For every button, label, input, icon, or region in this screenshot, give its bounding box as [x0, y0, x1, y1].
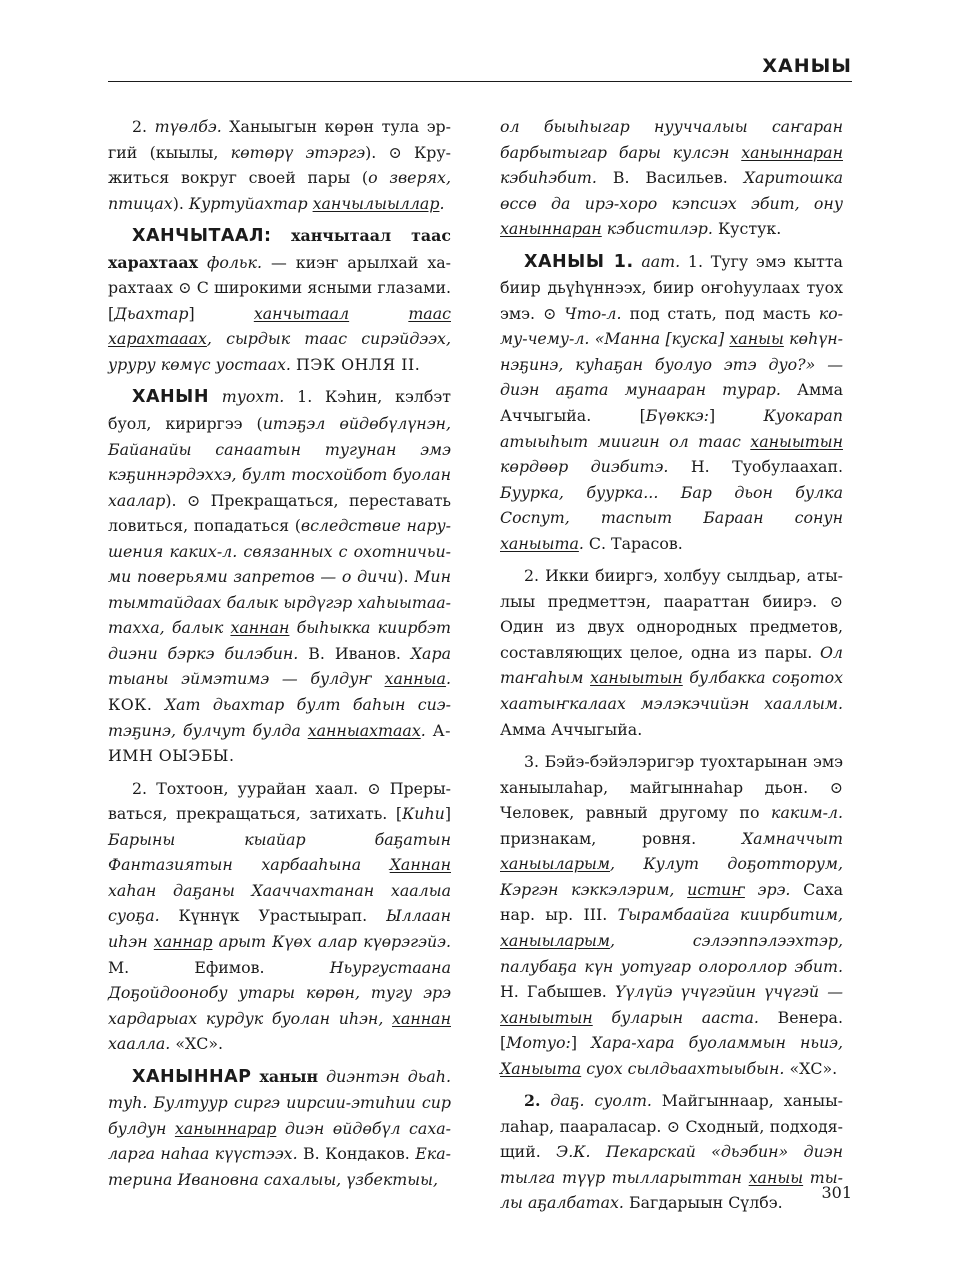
entry-italic-text: , Кулут доҕотторум, Кэргэн кэккэлэрим, [500, 854, 843, 899]
example-keyword: ханыытын [590, 668, 683, 688]
headword: ХАНЧЫТААЛ: [132, 226, 272, 247]
entry-italic-text: быһыкка киирбэт диэни бэркэ билэбин. [108, 618, 451, 663]
left-column [108, 114, 451, 1199]
entry-text: В. Васильев. [596, 168, 744, 188]
entry-text: В. Кондаков. [297, 1144, 416, 1164]
entry-text: 2. Тохтоон, уурайан хаал. ⊙ Прерываться, прекращаться, затихать. [ [108, 778, 451, 824]
example-keyword: ханныахтаах [307, 720, 421, 740]
example-keyword: ханыннарар [174, 1118, 277, 1138]
example-keyword: ханыннаран [741, 142, 843, 162]
example-keyword: ханнан [392, 1008, 451, 1028]
example-keyword: ханыыта [500, 533, 579, 553]
entry-khanyn [108, 384, 451, 768]
entry-italic-text: эрэ. [744, 879, 791, 899]
header-rule [108, 81, 852, 82]
entry-text: 2. [132, 117, 155, 136]
running-header: ХАНЫЫ [762, 55, 852, 77]
entry-khanyy-2 [500, 1088, 843, 1216]
entry-italic-text: кэбиһэбит. [500, 168, 597, 188]
entry-text: 2. Икки бииргэ, холбуу сылдьар, атылыы предметтэн, паараттан биирэ. ⊙ Один из двух однородных предметов, составляющих целое, одна из пары. [500, 566, 843, 662]
entry-text: признакам, ровня. [500, 828, 742, 848]
entry-bold-text: 2. [524, 1091, 541, 1111]
entry-italic-text: хаалла. [108, 1034, 171, 1054]
entry-text [152, 695, 164, 714]
entry-italic-text: Киһи [402, 804, 445, 824]
entry-text: Кустук. [712, 219, 782, 239]
entry-italic-text: . [578, 533, 584, 553]
entry-text: С. Тарасов. [583, 533, 683, 553]
entry-italic-text: Куртуйахтар [188, 193, 313, 213]
entry-italic-text: Тырамбаайга киирбитим, [617, 905, 843, 925]
example-keyword: ханнан [230, 618, 290, 638]
entry-text: Амма Аччыгыйа. [ [500, 380, 843, 426]
source-abbreviation: КОК. [108, 695, 153, 715]
entry-text: ] [708, 406, 764, 426]
example-keyword: ханыы [748, 1167, 804, 1187]
example-keyword: ханыннаран [500, 219, 602, 239]
entry-text [318, 1067, 326, 1086]
entry-khanchytaal [108, 223, 451, 377]
entry-khanyy-1-3 [500, 749, 843, 1081]
example-keyword: ханныа [384, 669, 446, 689]
example-keyword: ханыы [729, 329, 784, 349]
example-keyword: ханчытаал [253, 303, 350, 323]
entry-italic-text: Куокарап атыыһыт миигин ол таас [500, 406, 843, 451]
entry-text: Н. Габышев. [500, 982, 615, 1002]
entry-text: 1. Кэһин, кэлбэт буол, кириргээ ( [108, 387, 451, 434]
entry-italic-text: Хара тыаны эймэтимэ — булдуҥ [108, 643, 451, 689]
entry-italic-text: Бүөккэ: [645, 406, 709, 426]
entry-text [426, 721, 433, 740]
example-keyword: ханнар [153, 931, 213, 951]
example-keyword: Ханнан [389, 855, 451, 875]
entry-italic-text: Хара-хара буоламмын ньиэ, [591, 1033, 843, 1053]
source-abbreviation: ПЭК ОНЛЯ II. [295, 354, 421, 374]
entry-italic-text: Үүлүйэ үчүгэйин үчүгэй — [614, 982, 843, 1002]
entry-italic-text: Ыллаан иһэн [108, 906, 451, 951]
entry-text [198, 253, 207, 272]
entry-text: Ханыыгын көрөн тула эргий (кыылы, [108, 117, 451, 162]
entry-italic-text: диэнтэн дьаһ. туһ. Бултуур сиргэ иирсии-этиһии сир булдун [108, 1066, 451, 1138]
entry-italic-text: , сэлээппэлээхтэр, палубаҕа күн уотугар олороллор эбит. [500, 930, 843, 976]
right-column [500, 114, 843, 1223]
entry-italic-text: , сырдык таас сирэйдээх, уруру көмүс уостаах. [108, 329, 451, 374]
entry-text: М. Ефимов. [108, 957, 330, 977]
entry-italic-text: Э.К. Пекарскай «дьэбин» диэн тылга түүр тылларыттан [500, 1142, 843, 1187]
entry-italic-text: Мотуо: [506, 1033, 571, 1053]
entry-italic-text: арыт Күөх алар күөрэгэйэ. [212, 931, 451, 951]
entry-italic-text: көһүннэҕинэ, куһаҕан буолуо этэ дуо?» — диэн аҕата мунааран турар. [500, 329, 844, 400]
entry-khanyy-1 [500, 249, 843, 557]
entry-italic-text: о зверях, птицах [108, 168, 451, 213]
entry-italic-text: туохт. [221, 387, 285, 407]
entry-bold-text: ханын [259, 1066, 319, 1086]
entry-italic-text: түөлбэ. [154, 117, 222, 136]
entry-text: 1. Тугу эмэ кытта биир дьүһүннээх, биир оҥоһуулаах туох эмэ. ⊙ [500, 251, 843, 323]
entry-italic-text: даҕ. суолт. [550, 1091, 652, 1111]
entry-text: Амма Аччыгыйа. [500, 719, 643, 739]
entry-text [541, 1091, 551, 1110]
entry-italic-text: Ол таҥаһым [500, 642, 843, 688]
entry-text: — киэҥ арылхай харахтаах ⊙ С широкими ясными глазами. [ [108, 252, 451, 323]
example-keyword: таас [408, 303, 451, 323]
entry-text: Күннүк Урастыырап. [159, 906, 387, 926]
entry-text: Н. Туобулаахап. [668, 457, 843, 477]
entry-italic-text: кому-чему-л. [500, 303, 843, 349]
headword: ХАНЫН [132, 387, 209, 408]
entry-text: В. Иванов. [298, 643, 411, 663]
entry-italic-text: буларын ааста. [592, 1007, 759, 1027]
entry-italic-text: диэн өйдөбүл сахаларга наһаа күүстээх. [108, 1118, 451, 1164]
example-keyword: ханыытын [500, 1007, 593, 1027]
entry-italic-text: булбакка соҕотох хаатыҥкалаах мэлэкэчийэн хааллым. [500, 668, 843, 714]
source-abbreviation: А-ИМН ОЫЭБЫ. [108, 720, 451, 766]
entry-text: Багдарыын Сүлбэ. [623, 1193, 783, 1213]
headword: ХАНЫННАР [132, 1066, 252, 1087]
entry-text: Венера. [ [500, 1007, 843, 1053]
entry-text: «ХС». [170, 1034, 224, 1054]
example-keyword: харахтааах [108, 329, 207, 349]
entry-khanyy-1-2 [500, 563, 843, 742]
entry-italic-text: көрдөөр диэбитэ. [500, 457, 669, 477]
example-keyword: ханыыларым [500, 930, 611, 950]
entry-italic-text [349, 304, 408, 323]
entry-italic-text: ол быыһыгар нууччалыы саҥаран барбытыгар бары кулсэн [500, 117, 843, 162]
entry-text [272, 226, 292, 245]
entry-italic-text: Хат дьахтар булт баһын сиэтэҕинэ, булчут булда [108, 695, 451, 740]
entry-italic-text: фольк. [207, 252, 262, 272]
entry-italic-text: тылы аҕалбатах. [500, 1167, 843, 1213]
entry-text: ] [188, 303, 254, 323]
entry-text: под стать, под масть [621, 303, 819, 323]
entry-italic-text: Екатерина Ивановна сахалыы, үзбектыы, [108, 1144, 451, 1189]
entry-italic-text: . [439, 193, 445, 213]
entry-text: 3. Бэйэ-бэйэлэригэр туохтарынан эмэ ханыылаһар, майгыннаһар дьон. ⊙ Человек, равный другому по [500, 752, 843, 823]
entry-italic-text: Что-л. [564, 303, 622, 323]
entry-italic-text: хаһан даҕаны Хааччахтанан хаалыа суоҕа. [108, 880, 451, 926]
entry-khanynnar [108, 1064, 451, 1193]
entry-italic-text: Дьахтар [114, 303, 189, 323]
entry-italic-text: аат. [641, 251, 681, 271]
entry-italic-text: вследствие нарушения каких-л. связанных с охотничьими поверьями запретов — о дичи [108, 516, 451, 587]
entry-italic-text: Барыны кыайар баҕатын Фантазиятын харбааһына [108, 829, 451, 875]
entry-text: Саха нар. ыр. III. [500, 879, 843, 925]
entry-text: ). ⊙ Кружиться вокруг своей пары ( [108, 142, 451, 188]
entry-italic-text: Харитошка өссө да ирэ-хоро кэпсиэх эбит, ону [500, 168, 843, 213]
entry-italic-text: . [445, 669, 451, 689]
entry-italic-text: итэҕэл өйдөбүлүнэн, Байанайы санаатын тугунан эмэ кэҕиннэрдэххэ, булт тосхойбот буолан хаалар [108, 414, 451, 510]
headword: ХАНЫЫ 1. [524, 251, 634, 272]
entry-italic-text: . [420, 720, 426, 740]
entry-khanyn-2 [108, 776, 451, 1057]
entry-bold-text: ханчытаал таас харахтаах [108, 226, 451, 272]
entry-text: ] [570, 1033, 592, 1053]
entry-text: ). [397, 567, 415, 587]
example-keyword: истиҥ [687, 879, 745, 899]
entry-text: ] [444, 804, 451, 824]
entry-italic-text: Хамначчыт [741, 828, 843, 848]
entry-italic-text: суох сылдьаахтыыбын. [581, 1058, 785, 1078]
entry-italic-text: көтөрү этэргэ [230, 142, 366, 162]
entry-italic-text: «Манна [куска] [594, 329, 730, 349]
entry-italic-text: Ньургустаана Доҕойдоонобу утары көрөн, тугу эрэ хардарыах курдук буолан иһэн, [108, 957, 451, 1028]
page-number: 301 [821, 1183, 852, 1202]
entry-text: «ХС». [784, 1058, 838, 1078]
entry-khanynnar-cont [500, 114, 843, 242]
entry-tyolbe-2 [108, 114, 451, 216]
entry-italic-text: Буурка, буурка... Бар дьон булка Соспут, таспыт Бараан сонун [500, 482, 843, 528]
entry-italic-text: каким-л. [771, 803, 843, 823]
example-keyword: ханыыларым [500, 854, 611, 874]
entry-text: ). ⊙ Прекращаться, переставать ловиться, попадаться ( [108, 490, 451, 536]
example-keyword: ханыытын [750, 431, 843, 451]
entry-text: Майгыннаар, ханыылаһар, паараласар. ⊙ Сходный, подходящий. [500, 1091, 844, 1162]
entry-text: ). [172, 193, 189, 213]
example-keyword: ханчылыыллар [312, 193, 440, 213]
entry-italic-text: Мин тымтайдаах балык ырдүгэр хаһыытаатахха, балык [108, 567, 451, 638]
entry-text [209, 387, 222, 406]
example-keyword: Ханыыта [500, 1058, 582, 1078]
entry-italic-text: кэбистилэр. [601, 219, 713, 239]
